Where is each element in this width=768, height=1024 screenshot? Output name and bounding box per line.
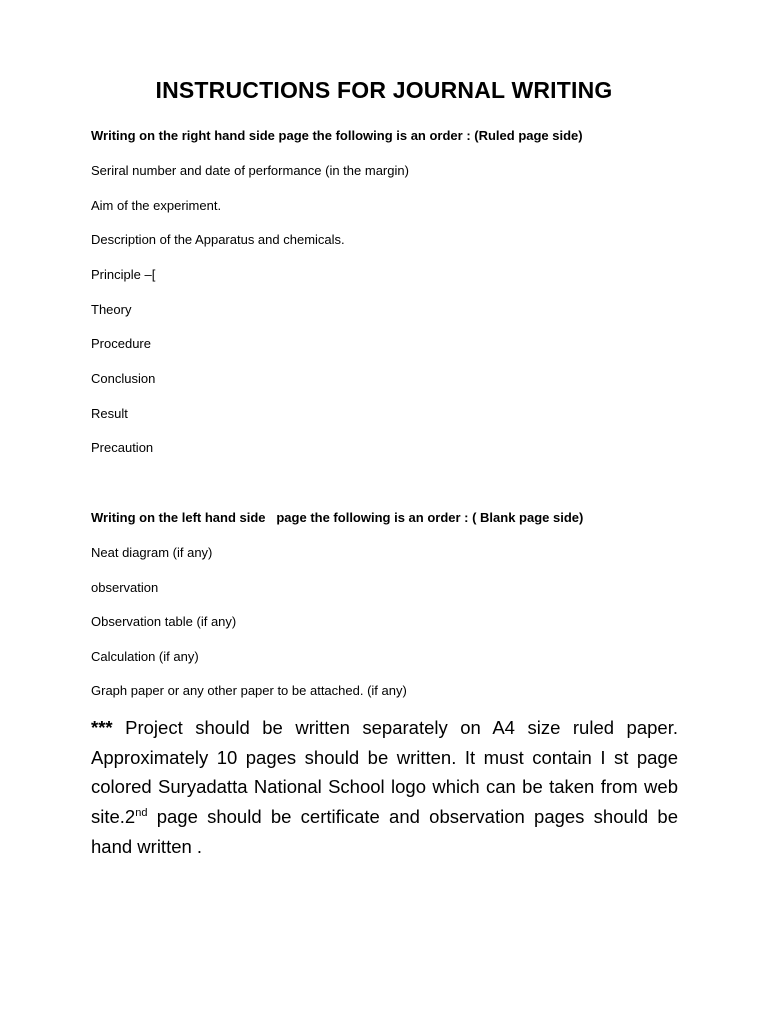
note-stars: *** [91,717,113,738]
right-side-item: Result [91,406,128,421]
right-side-item: Seriral number and date of performance (in the margin) [91,163,409,178]
right-side-item: Theory [91,302,132,317]
left-side-item: Graph paper or any other paper to be attached. (if any) [91,683,407,698]
right-side-item: Precaution [91,440,154,455]
left-side-item: Neat diagram (if any) [91,545,213,560]
project-note [91,713,678,862]
right-side-item: Principle –[ [91,267,156,282]
right-side-item: Description of the Apparatus and chemicals. [91,232,345,247]
left-side-item: observation [91,580,159,595]
right-side-heading: Writing on the right hand side page the following is an order : (Ruled page side) [91,128,583,143]
right-side-item: Procedure [91,336,151,351]
note-superscript: nd [135,806,148,819]
note-text-part2: page should be certificate and observation pages should be hand written . [91,806,678,857]
left-side-heading: Writing on the left hand side page the following is an order : ( Blank page side) [91,510,584,525]
left-side-item: Calculation (if any) [91,649,199,664]
left-side-item: Observation table (if any) [91,614,237,629]
right-side-item: Aim of the experiment. [91,198,222,213]
right-side-item: Conclusion [91,371,156,386]
note-text-part1: Project should be written separately on A4 size ruled paper. Approximately 10 pages should be written. It must contain I st page colored Suryadatta National School logo which can be taken from web site.2 [91,717,678,828]
page-title: INSTRUCTIONS FOR JOURNAL WRITING [155,77,613,103]
